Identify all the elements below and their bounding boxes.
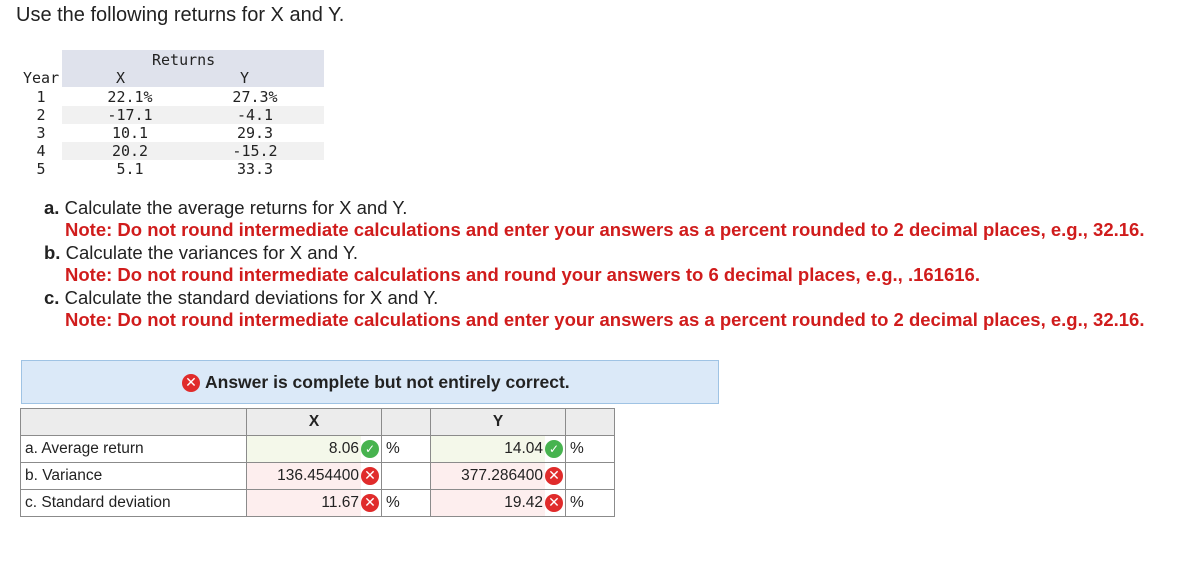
check-icon: ✓: [545, 440, 563, 458]
x-return-cell: -17.1: [107, 106, 153, 124]
check-icon: ✓: [361, 440, 379, 458]
x-return-cell: 10.1: [111, 124, 149, 142]
questions: [44, 197, 1144, 331]
question-b: b. Calculate the variances for X and Y.: [44, 241, 359, 263]
returns-row: [20, 142, 324, 160]
x-circle-icon: ✕: [545, 467, 563, 485]
answer-table: [20, 408, 615, 517]
answer-row-stddev: [21, 490, 615, 517]
row-label: c. Standard deviation: [21, 490, 247, 517]
returns-row: [20, 106, 324, 124]
answer-x-header: X: [247, 409, 382, 436]
unit-label: %: [382, 436, 431, 463]
x-answer-field[interactable]: 11.67: [247, 490, 362, 517]
answer-y-header: Y: [431, 409, 566, 436]
unit-label: [382, 463, 431, 490]
x-circle-icon: ✕: [545, 494, 563, 512]
unit-label: %: [382, 490, 431, 517]
y-return-cell: -4.1: [236, 106, 274, 124]
y-return-cell: 33.3: [236, 160, 274, 178]
question-a: a. Calculate the average returns for X and Y.: [44, 197, 408, 218]
year-cell: 4: [36, 142, 46, 160]
answer-label-header: [21, 409, 247, 436]
x-return-cell: 22.1%: [107, 88, 153, 106]
year-cell: 5: [36, 160, 46, 178]
x-circle-icon: ✕: [361, 467, 379, 485]
unit-label: [566, 463, 615, 490]
banner-text: Answer is complete but not entirely correct.: [205, 372, 570, 392]
result-banner: [21, 360, 719, 404]
x-return-cell: 5.1: [116, 160, 144, 178]
y-return-cell: -15.2: [232, 142, 278, 160]
x-circle-icon: ✕: [361, 494, 379, 512]
year-cell: 3: [36, 124, 46, 142]
y-answer-field[interactable]: 377.286400: [431, 463, 546, 490]
x-column-header: X: [116, 69, 126, 87]
intro-text: Use the following returns for X and Y.: [16, 4, 345, 26]
row-label: a. Average return: [21, 436, 247, 463]
y-return-cell: 29.3: [236, 124, 274, 142]
unit-label: %: [566, 436, 615, 463]
returns-row: [20, 160, 324, 178]
x-return-cell: 20.2: [111, 142, 149, 160]
y-return-cell: 27.3%: [232, 88, 278, 106]
note-a: Note: Do not round intermediate calculations and enter your answers as a percent rounded to 2 decimal places, e.g., 32.16.: [65, 219, 1145, 241]
year-column-header: Year: [23, 69, 60, 87]
note-c: Note: Do not round intermediate calculations and enter your answers as a percent rounded to 2 decimal places, e.g., 32.16.: [65, 309, 1145, 331]
answer-row-average: [21, 436, 615, 463]
question-c: c. Calculate the standard deviations for X and Y.: [44, 286, 439, 308]
row-label: b. Variance: [21, 463, 247, 490]
year-cell: 2: [36, 106, 46, 124]
x-answer-field[interactable]: 8.06: [247, 436, 362, 463]
returns-row: [20, 88, 324, 106]
x-answer-field[interactable]: 136.454400: [247, 463, 362, 490]
x-circle-icon: ✕: [182, 374, 200, 392]
returns-group-header: Returns: [152, 51, 216, 69]
answer-row-variance: [21, 463, 615, 490]
returns-row: [20, 124, 324, 142]
y-column-header: Y: [240, 69, 250, 87]
note-b: Note: Do not round intermediate calculations and round your answers to 6 decimal places, e.g., .161616.: [65, 264, 980, 286]
y-answer-field[interactable]: 19.42: [431, 490, 546, 517]
y-answer-field[interactable]: 14.04: [431, 436, 546, 463]
unit-label: %: [566, 490, 615, 517]
year-cell: 1: [36, 88, 46, 106]
